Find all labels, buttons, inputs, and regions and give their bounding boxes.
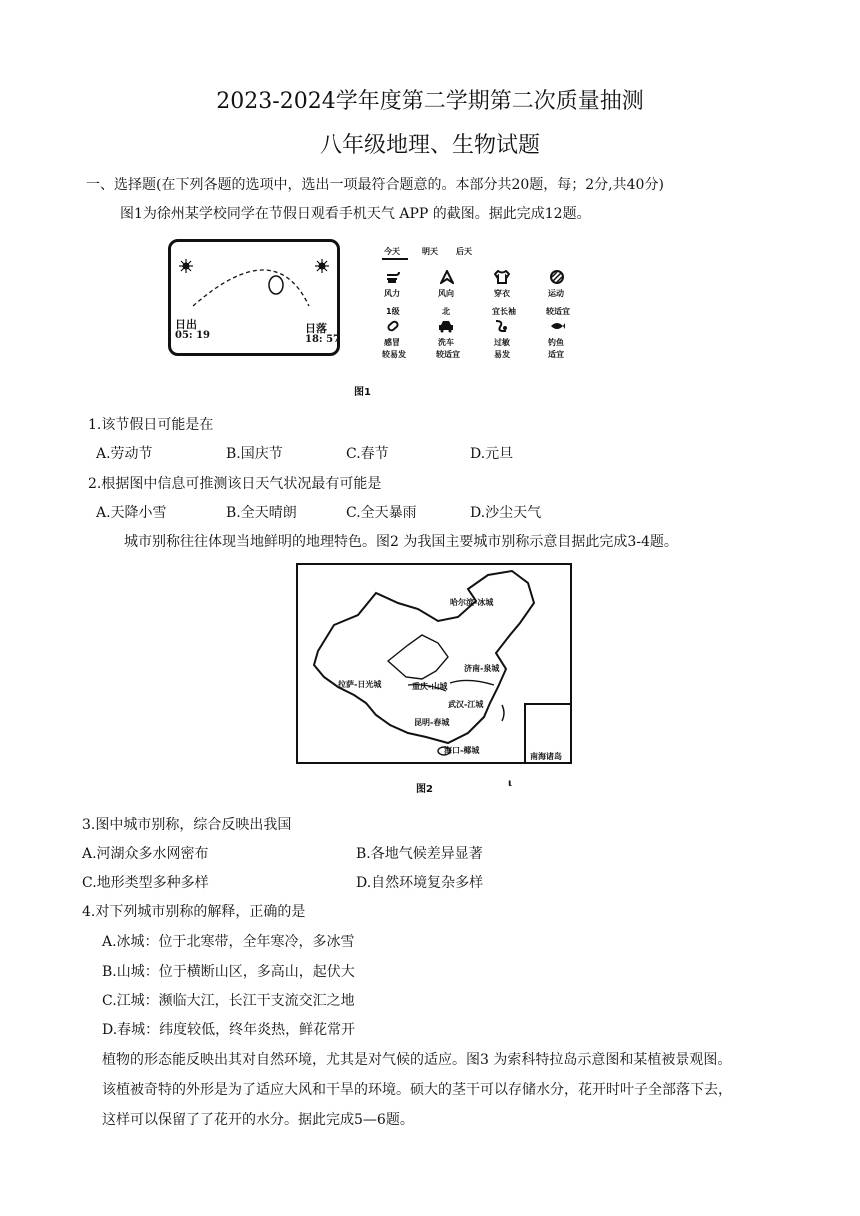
q1-option-c: C.春节 [346, 446, 389, 462]
sunrise-label: 日出 [175, 318, 197, 331]
figure2-stray-mark: ι [508, 778, 512, 789]
exam-title: 2023-2024学年度第二学期第二次质量抽测 [216, 89, 644, 114]
wind-label: 风力 [384, 289, 400, 298]
sport-icon [550, 270, 564, 284]
china-city-map [296, 563, 572, 764]
south-china-sea-inset [524, 703, 570, 762]
figure2-intro: 城市别称往往体现当地鲜明的地理特色。图2 为我国主要城市别称示意目据此完成3-4题。 [124, 534, 678, 550]
fishing-icon [550, 319, 566, 333]
fishing-value: 适宜 [548, 350, 564, 359]
q3-option-d: D.自然环境复杂多样 [356, 875, 484, 891]
q4-option-a: A.冰城：位于北寒带，全年寒冷，多冰雪 [102, 934, 355, 950]
q2-option-c: C.全天暴雨 [346, 505, 417, 521]
tab-underline [382, 258, 408, 260]
direction-value: 北 [442, 307, 450, 316]
q1-option-b: B.国庆节 [226, 446, 283, 462]
section-heading: 一、选择题(在下列各题的选项中，选出一项最符合题意的。本部分共20题，每；2分,共40分) [86, 177, 664, 193]
fishing-label: 钓鱼 [548, 338, 564, 347]
q2-option-d: D.沙尘天气 [470, 505, 542, 521]
figure3-intro-line3: 这样可以保留了了花开的水分。据此完成5—6题。 [102, 1112, 414, 1128]
tab-day-after[interactable]: 后天 [456, 247, 472, 256]
wind-icon [386, 270, 400, 284]
cold-value: 较易发 [382, 350, 406, 359]
cold-label: 感冒 [384, 338, 400, 347]
shirt-icon [494, 270, 510, 284]
tab-tomorrow[interactable]: 明天 [422, 247, 438, 256]
question-3: 3.图中城市别称，综合反映出我国 [82, 817, 292, 833]
sunset-time: 18: 57 [305, 334, 341, 345]
sunset-icon [315, 259, 329, 273]
tab-today[interactable]: 今天 [384, 247, 400, 256]
sunset-label: 日落 [305, 322, 327, 335]
city-haikou: 海口-椰城 [444, 746, 480, 755]
car-wash-value: 较适宜 [436, 350, 460, 359]
figure2-caption: 图2 [416, 784, 433, 795]
allergy-value: 易发 [494, 350, 510, 359]
q4-option-b: B.山城：位于横断山区，多高山，起伏大 [102, 964, 355, 980]
figure1-intro: 图1为徐州某学校同学在节假日观看手机天气 APP 的截图。据此完成12题。 [120, 206, 591, 222]
city-wuhan: 武汉-江城 [448, 700, 484, 709]
figure3-intro-line2: 该植被奇特的外形是为了适应大风和干旱的环境。硕大的茎干可以存储水分，花开时叶子全部落下去， [102, 1082, 732, 1098]
car-icon [438, 319, 454, 333]
cold-icon [386, 319, 400, 333]
direction-label: 风向 [438, 289, 454, 298]
q2-option-a: A.天降小雪 [96, 505, 167, 521]
allergy-icon [494, 319, 508, 333]
car-wash-label: 洗车 [438, 338, 454, 347]
q2-option-b: B.全天晴朗 [226, 505, 297, 521]
clothing-label: 穿衣 [494, 289, 510, 298]
sport-value: 较适宜 [546, 307, 570, 316]
q1-option-a: A.劳动节 [96, 446, 153, 462]
city-chongqing: 重庆-山城 [412, 682, 448, 691]
weather-index-panel [378, 244, 588, 364]
question-1: 1.该节假日可能是在 [88, 417, 214, 433]
clothing-value: 宜长袖 [492, 307, 516, 316]
q4-option-c: C.江城：濒临大江，长江干支流交汇之地 [102, 993, 355, 1009]
city-jinan: 济南-泉城 [464, 664, 500, 673]
question-4: 4.对下列城市别称的解释，正确的是 [82, 904, 306, 920]
inset-label: 南海诸岛 [530, 752, 562, 761]
question-2: 2.根据图中信息可推测该日天气状况最有可能是 [88, 476, 382, 492]
city-kunming: 昆明-春城 [414, 718, 450, 727]
city-lhasa: 拉萨-日光城 [338, 680, 382, 689]
sunrise-time: 05: 19 [175, 330, 211, 341]
city-harbin: 哈尔滨-冰城 [450, 598, 494, 607]
wind-value: 1级 [386, 307, 400, 316]
direction-icon [440, 270, 454, 284]
sun-path-panel [168, 239, 340, 356]
q3-option-a: A.河湖众多水网密布 [82, 846, 209, 862]
q4-option-d: D.春城：纬度较低，终年炎热，鲜花常开 [102, 1022, 356, 1038]
allergy-label: 过敏 [494, 338, 510, 347]
figure3-intro-line1: 植物的形态能反映出其对自然环境，尤其是对气候的适应。图3 为索科特拉岛示意图和某植被景观图。 [102, 1052, 732, 1068]
exam-subtitle: 八年级地理、生物试题 [319, 133, 540, 158]
q3-option-b: B.各地气候差异显著 [356, 846, 483, 862]
q1-option-d: D.元旦 [470, 446, 514, 462]
sport-label: 运动 [548, 289, 564, 298]
figure1-caption: 图1 [354, 387, 371, 398]
q3-option-c: C.地形类型多种多样 [82, 875, 209, 891]
sunrise-icon [179, 259, 193, 273]
